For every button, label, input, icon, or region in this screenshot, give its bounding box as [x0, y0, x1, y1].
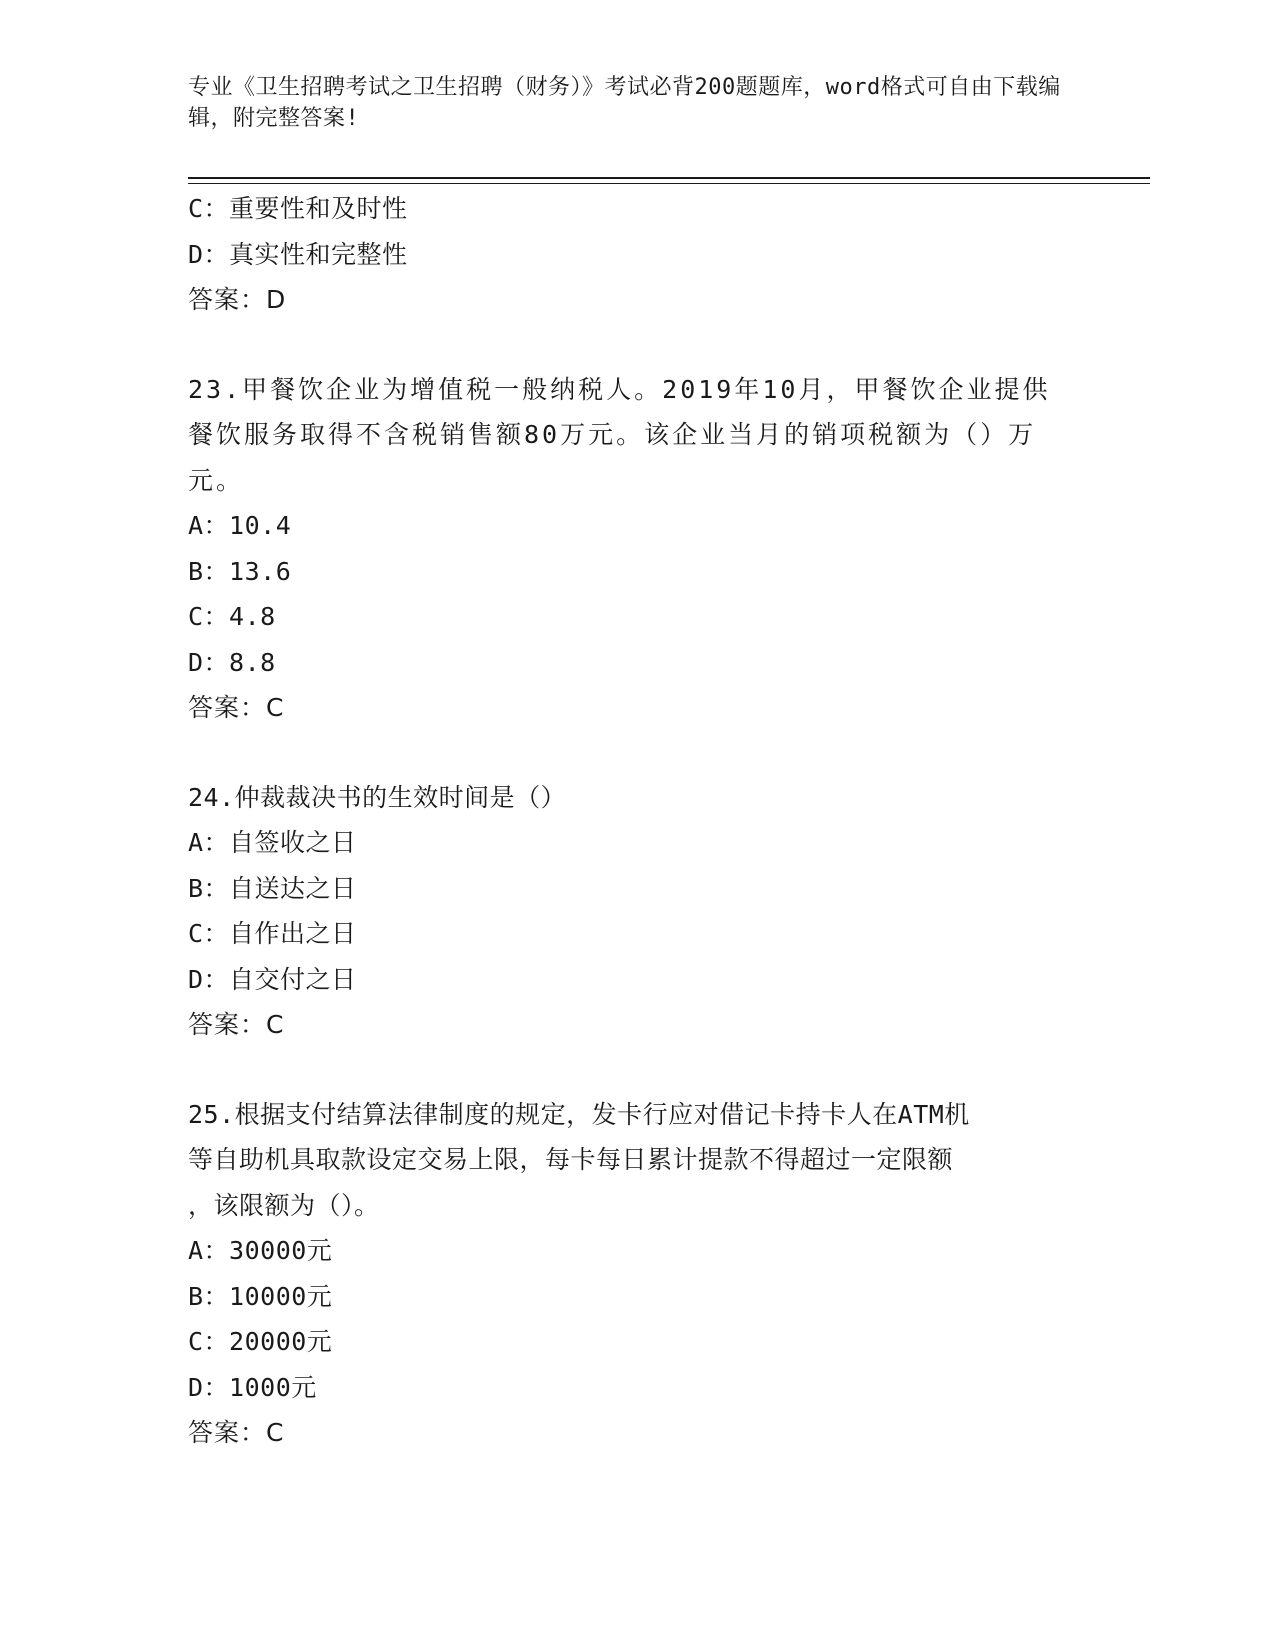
- option-a: A：30000元: [188, 1236, 333, 1265]
- question-stem-line: ，该限额为（）。: [188, 1190, 380, 1220]
- question-block-22: [188, 186, 1068, 323]
- option-d: D：真实性和完整性: [188, 239, 408, 269]
- question-block-24: [188, 775, 1068, 1048]
- option-c: C：自作出之日: [188, 919, 357, 948]
- option-b: B：10000元: [188, 1281, 333, 1311]
- option-c: C：重要性和及时性: [188, 194, 408, 223]
- header-divider-thin: [188, 183, 1150, 184]
- answer-line: 答案：C: [188, 1418, 285, 1447]
- option-b: B：自送达之日: [188, 873, 357, 903]
- option-c: C：20000元: [188, 1327, 333, 1356]
- answer-line: 答案：D: [188, 285, 287, 314]
- question-list: [188, 186, 1068, 1456]
- question-stem-line: 等自助机具取款设定交易上限，每卡每日累计提款不得超过一定限额: [188, 1145, 954, 1174]
- option-c: C：4.8: [188, 602, 276, 631]
- option-d: D：自交付之日: [188, 964, 357, 994]
- question-stem: 23.甲餐饮企业为增值税一般纳税人。2019年10月，甲餐饮企业提供餐饮服务取得不含税销售额80万元。该企业当月的销项税额为（）万元。: [188, 374, 1051, 495]
- question-block-25: [188, 1092, 1068, 1456]
- option-b: B：13.6: [188, 556, 292, 586]
- option-d: D：8.8: [188, 647, 276, 677]
- document-intro: 专业《卫生招聘考试之卫生招聘（财务）》考试必背200题题库，word格式可自由下载编辑，附完整答案!: [188, 75, 1061, 131]
- option-a: A：自签收之日: [188, 828, 357, 857]
- answer-line: 答案：C: [188, 1010, 285, 1039]
- question-stem: 24.仲裁裁决书的生效时间是（）: [188, 782, 567, 812]
- header-divider-thick: [188, 177, 1150, 179]
- question-block-23: [188, 367, 1068, 731]
- option-a: A：10.4: [188, 511, 292, 540]
- question-stem-line: 25.根据支付结算法律制度的规定，发卡行应对借记卡持卡人在ATM机: [188, 1099, 970, 1129]
- option-d: D：1000元: [188, 1372, 317, 1402]
- answer-line: 答案：C: [188, 693, 285, 722]
